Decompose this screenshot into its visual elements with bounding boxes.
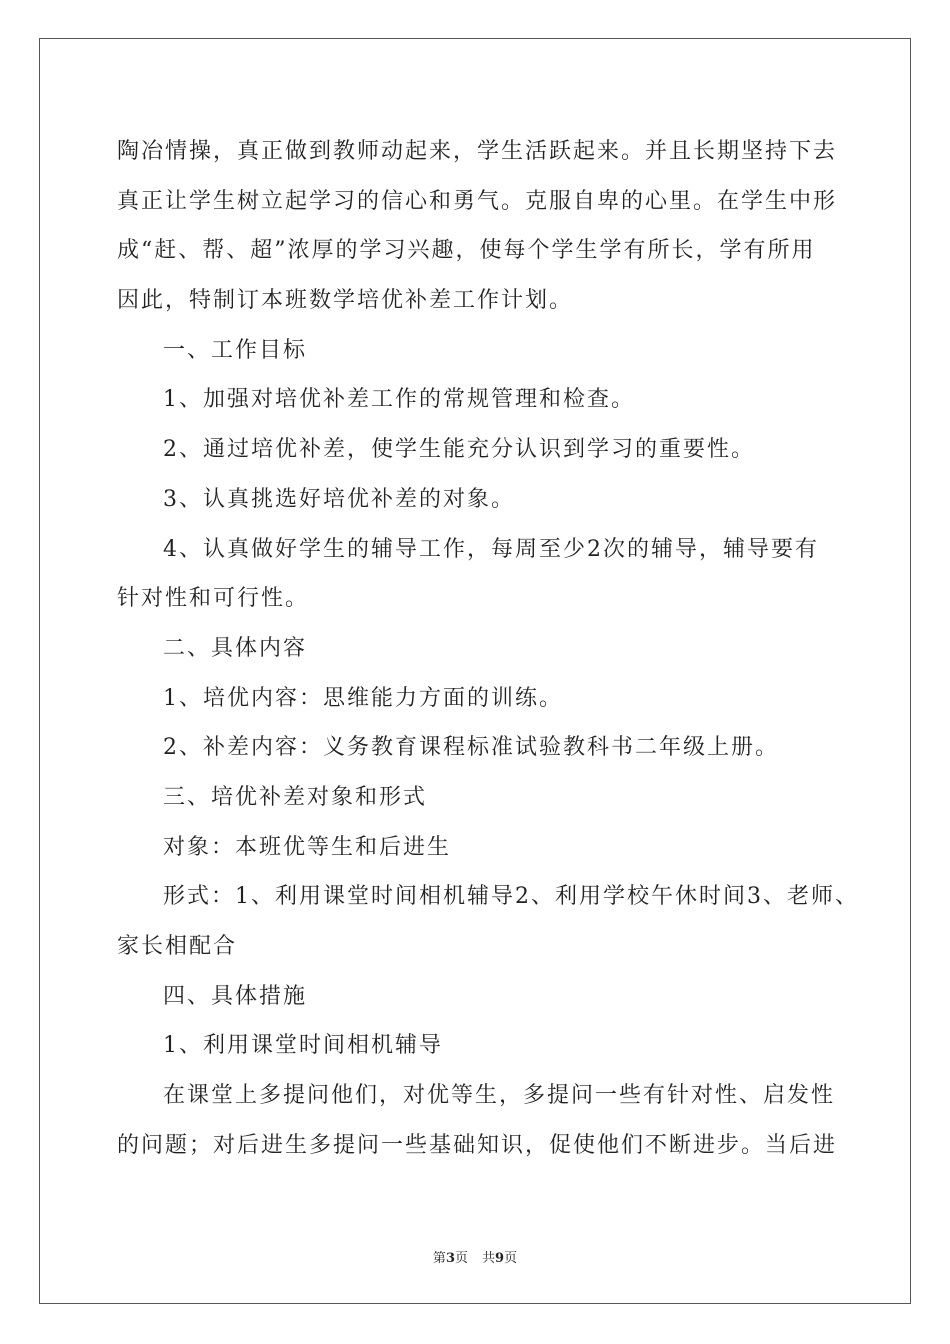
paragraph-line: 陶冶情操，真正做到教师动起来，学生活跃起来。并且长期坚持下去 [117,139,838,164]
page-prefix: 第 [432,1251,446,1266]
list-item: 4、认真做好学生的辅导工作，每周至少2次的辅导，辅导要有 [163,536,819,562]
current-page-number: 3 [445,1251,455,1266]
paragraph-line: 家长相配合 [117,934,238,959]
total-prefix: 共 [482,1251,496,1266]
page-suffix: 页 [454,1251,468,1266]
list-item: 1、培优内容：思维能力方面的训练。 [163,685,563,711]
section-heading: 二、具体内容 [163,635,308,661]
paragraph-line: 成“赶、帮、超”浓厚的学习兴趣，使每个学生学有所长，学有所用 [117,238,816,264]
section-heading: 一、工作目标 [163,337,308,363]
section-heading: 三、培优补差对象和形式 [163,784,428,810]
paragraph-line: 的问题；对后进生多提问一些基础知识，促使他们不断进步。当后进 [117,1132,838,1158]
list-item: 2、通过培优补差，使学生能充分认识到学习的重要性。 [163,437,755,463]
document-body [117,127,859,1170]
total-suffix: 页 [504,1251,518,1266]
total-page-number: 9 [495,1251,505,1266]
paragraph-line: 真正让学生树立起学习的信心和勇气。克服自卑的心里。在学生中形 [117,188,838,214]
paragraph-line: 对象：本班优等生和后进生 [163,834,452,860]
list-item: 1、加强对培优补差工作的常规管理和检查。 [163,387,635,413]
paragraph-line: 形式：1、利用课堂时间相机辅导2、利用学校午休时间3、老师、 [163,884,859,910]
list-item: 2、补差内容：义务教育课程标准试验教科书二年级上册。 [163,735,779,761]
paragraph-line: 在课堂上多提问他们，对优等生，多提问一些有针对性、启发性 [163,1083,836,1109]
list-item: 3、认真挑选好培优补差的对象。 [163,486,515,512]
list-item-continuation: 针对性和可行性。 [117,586,310,612]
paragraph-line: 因此，特制订本班数学培优补差工作计划。 [117,288,574,314]
list-item: 1、利用课堂时间相机辅导 [163,1033,443,1059]
page-footer [0,1247,950,1266]
section-heading: 四、具体措施 [163,983,308,1009]
